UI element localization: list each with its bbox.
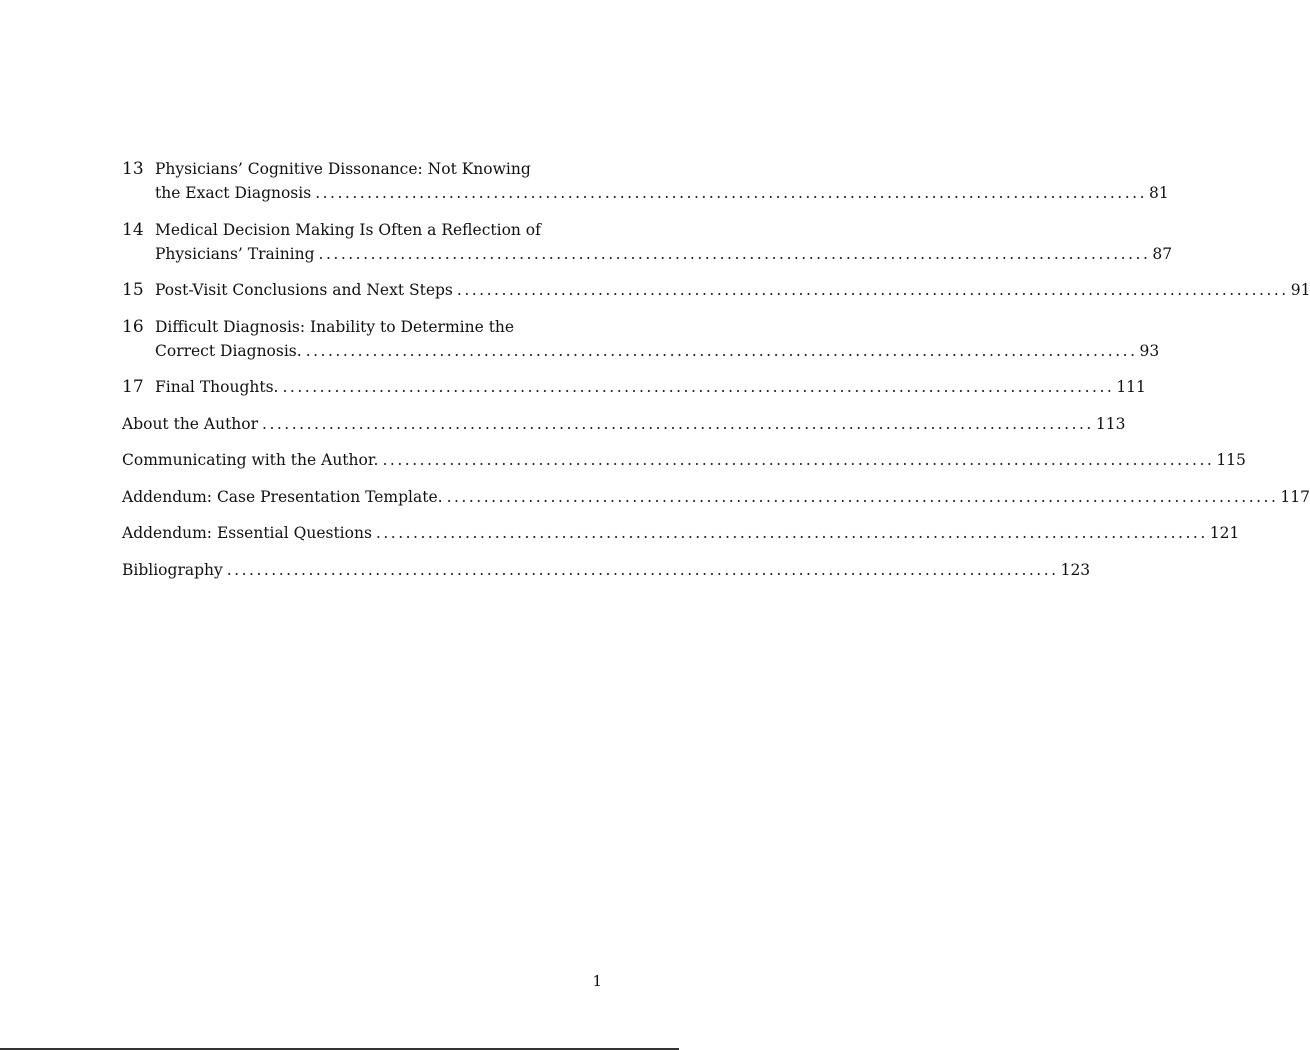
dot-leader: ................................................................................................................ [315, 184, 1148, 202]
toc-entry-title: About the Author [122, 414, 259, 433]
toc-entry-title-line [155, 218, 543, 242]
toc-page-number: 111 [1116, 378, 1146, 396]
dot-leader: ................................................................................................................ [282, 378, 1115, 396]
toc-entry-title-line [122, 485, 1310, 509]
toc-entry-title-line [122, 521, 1240, 545]
toc-entry-essential-questions[interactable] [122, 521, 1240, 545]
toc-entry-title-line [122, 412, 1126, 436]
toc-entry-title: Post-Visit Conclusions and Next Steps [155, 281, 453, 299]
toc-page-number: 93 [1139, 341, 1160, 360]
dot-leader: ................................................................................................................ [382, 451, 1215, 469]
toc-entry-about-the-author[interactable] [122, 412, 1126, 436]
toc-page-number: 115 [1216, 451, 1246, 469]
dot-leader: ................................................................................................................ [318, 244, 1151, 263]
toc-entry-title-line [155, 375, 1146, 399]
toc-entry-chapter-13[interactable] [122, 157, 1169, 205]
toc-entry-communicating-with-the-author[interactable] [122, 448, 1246, 472]
toc-entry-title-line [155, 242, 1173, 266]
toc-entry-chapter-14[interactable] [122, 218, 1173, 266]
toc-page-number: 87 [1152, 244, 1173, 263]
dot-leader: ................................................................................................................ [446, 487, 1279, 506]
toc-entry-title-line [155, 157, 543, 181]
toc-entry-chapter-16[interactable] [122, 315, 1160, 363]
toc-entry-chapter-15[interactable] [122, 278, 1310, 302]
page-number-footer: 1 [592, 972, 602, 990]
toc-entry-chapter-17[interactable] [122, 375, 1146, 399]
chapter-number: 14 [122, 219, 144, 240]
toc-entry-case-presentation-template[interactable] [122, 485, 1310, 509]
dot-leader: ................................................................................................................ [305, 341, 1138, 360]
toc-page-number: 81 [1149, 184, 1169, 202]
toc-entry-title: Correct Diagnosis. [155, 341, 302, 360]
toc-entry-title-line [122, 558, 1091, 582]
chapter-number: 16 [122, 316, 144, 337]
dot-leader: ................................................................................................................ [226, 560, 1059, 579]
page-bottom-edge [0, 1048, 679, 1050]
toc-entry-title: Final Thoughts. [155, 378, 279, 396]
toc-entry-title: Difficult Diagnosis: Inability to Determine the [155, 317, 515, 336]
toc-page-number: 113 [1095, 414, 1126, 433]
chapter-number: 15 [122, 280, 144, 300]
toc-entry-title-line [155, 315, 543, 339]
toc-entry-title: Bibliography [122, 560, 223, 579]
toc-page-number: 117 [1280, 487, 1310, 506]
chapter-number: 17 [122, 377, 144, 397]
toc-entry-title: Physicians’ Cognitive Dissonance: Not Knowing [155, 160, 531, 178]
toc-page-number: 91 [1290, 281, 1310, 299]
toc-entry-title: Physicians’ Training [155, 244, 315, 263]
toc-entry-title: Addendum: Case Presentation Template. [122, 487, 443, 506]
toc-entry-bibliography[interactable] [122, 558, 1091, 582]
toc-entry-title: Medical Decision Making Is Often a Reflection of [155, 220, 541, 239]
chapter-number: 13 [122, 159, 144, 179]
dot-leader: ................................................................................................................ [456, 281, 1289, 299]
toc-entry-title-line [122, 448, 1246, 472]
toc-page-number: 121 [1209, 524, 1240, 542]
table-of-contents [122, 157, 1310, 594]
toc-entry-title-line [155, 181, 1169, 205]
dot-leader: ................................................................................................................ [375, 524, 1208, 542]
toc-entry-title-line [155, 339, 1160, 363]
toc-entry-title: the Exact Diagnosis [155, 184, 312, 202]
dot-leader: ................................................................................................................ [262, 414, 1094, 433]
toc-page-number: 123 [1060, 560, 1091, 579]
toc-entry-title: Communicating with the Author. [122, 451, 379, 469]
toc-entry-title: Addendum: Essential Questions [122, 524, 372, 542]
toc-entry-title-line [155, 278, 1310, 302]
